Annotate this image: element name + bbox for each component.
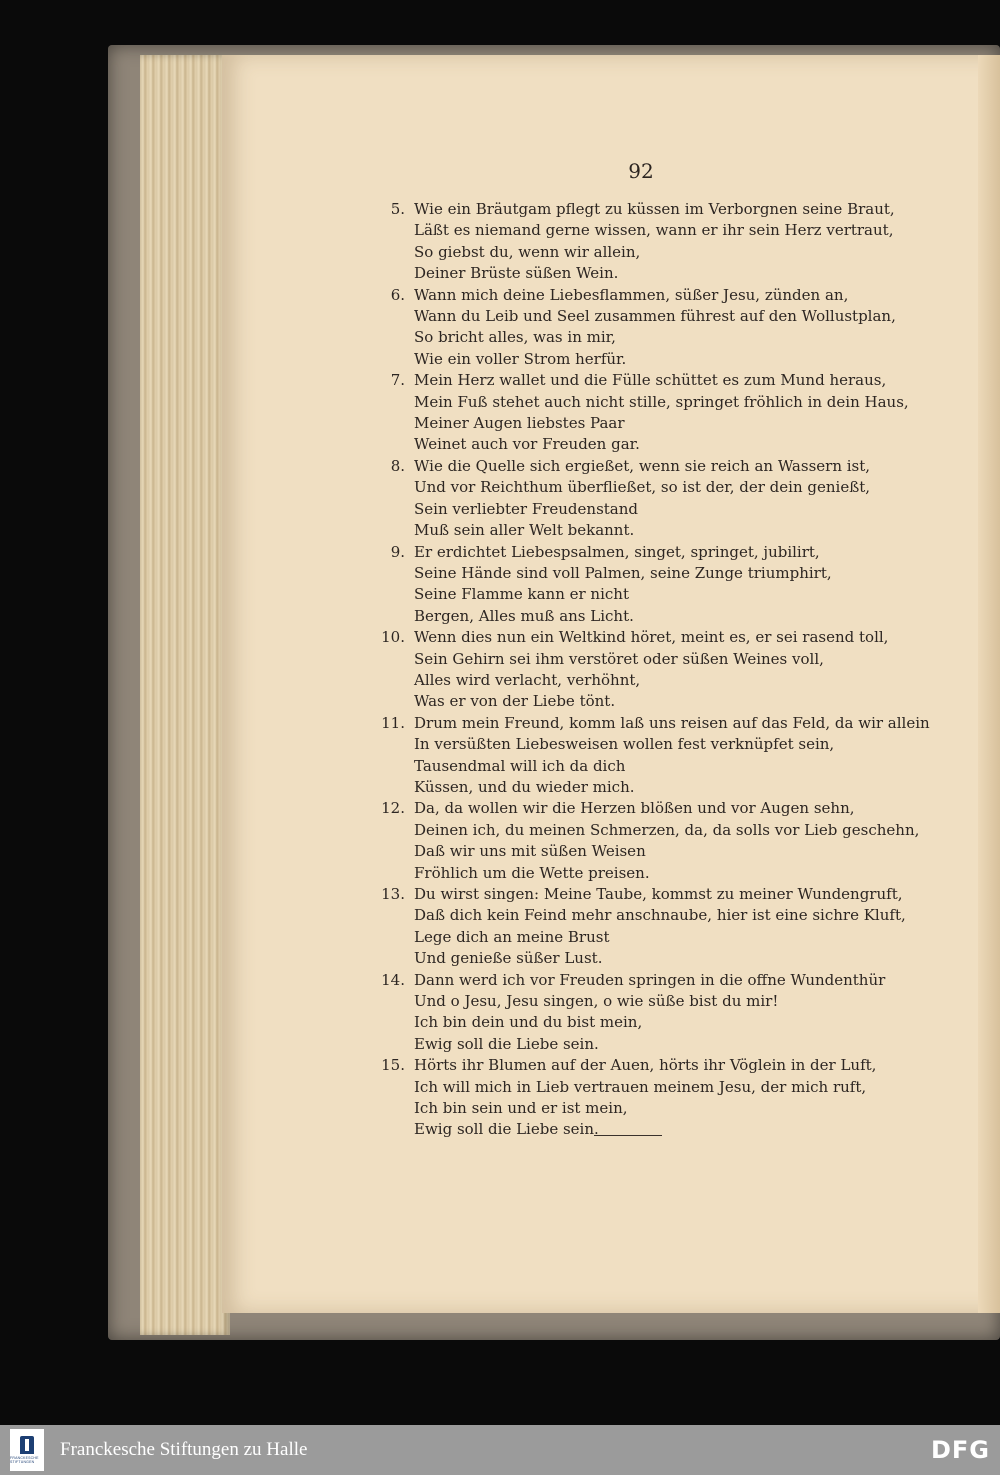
poem-line: Wie ein Bräutgam pflegt zu küssen im Verborgnen seine Braut, bbox=[414, 200, 895, 218]
stanza-number: 6. bbox=[390, 285, 405, 304]
stanza-number: 8. bbox=[390, 456, 405, 475]
poem-line: Ich bin dein und du bist mein, bbox=[414, 1013, 643, 1032]
poem-line: Mein Fuß stehet auch nicht stille, springet fröhlich in dein Haus, bbox=[414, 392, 909, 411]
poem-line: Lege dich an meine Brust bbox=[414, 927, 610, 946]
page-edge bbox=[978, 55, 1000, 1313]
poem-line: Drum mein Freund, komm laß uns reisen auf das Feld, da wir allein bbox=[414, 713, 930, 732]
poem-line: Wann du Leib und Seel zusammen führest auf den Wollustplan, bbox=[414, 307, 896, 326]
dfg-logo: DFG bbox=[930, 1436, 990, 1464]
poem-line: Und o Jesu, Jesu singen, o wie süße bist du mir! bbox=[414, 992, 779, 1011]
footer-bar bbox=[0, 1425, 1000, 1475]
poem-line: Mein Herz wallet und die Fülle schüttet es zum Mund heraus, bbox=[414, 371, 887, 390]
poem-line: Bergen, Alles muß ans Licht. bbox=[414, 606, 634, 625]
stanza bbox=[367, 798, 927, 884]
stanza-number: 14. bbox=[381, 970, 405, 989]
poem-line: Fröhlich um die Wette preisen. bbox=[414, 863, 650, 882]
stanza bbox=[367, 970, 927, 1056]
building-icon bbox=[20, 1436, 34, 1454]
poem-line: So giebst du, wenn wir allein, bbox=[414, 242, 641, 261]
poem-line: Weinet auch vor Freuden gar. bbox=[414, 435, 640, 454]
poem-line: Alles wird verlacht, verhöhnt, bbox=[414, 670, 641, 689]
poem-line: Deinen ich, du meinen Schmerzen, da, da solls vor Lieb geschehn, bbox=[414, 820, 920, 839]
poem-line: Küssen, und du wieder mich. bbox=[414, 777, 635, 796]
end-rule bbox=[594, 1135, 662, 1136]
poem-line: Wenn dies nun ein Weltkind höret, meint es, er sei rasend toll, bbox=[414, 628, 889, 647]
stanza-number: 11. bbox=[381, 713, 405, 732]
stanza bbox=[367, 1055, 927, 1141]
poem-line: Läßt es niemand gerne wissen, wann er ihr sein Herz vertraut, bbox=[414, 221, 894, 240]
poem-text bbox=[367, 199, 930, 1141]
logo-caption: FRANCKESCHE STIFTUNGEN bbox=[10, 1456, 39, 1464]
stanza-number: 12. bbox=[381, 799, 405, 818]
stanza bbox=[367, 884, 927, 970]
poem-line: Hörts ihr Blumen auf der Auen, hörts ihr Vöglein in der Luft, bbox=[414, 1056, 877, 1075]
poem-line: Er erdichtet Liebespsalmen, singet, springet, jubilirt, bbox=[414, 542, 820, 561]
poem-line: Ewig soll die Liebe sein. bbox=[414, 1034, 599, 1053]
poem-line: Daß dich kein Feind mehr anschnaube, hier ist eine sichre Kluft, bbox=[414, 906, 906, 925]
stanza bbox=[367, 713, 930, 799]
poem-line: Tausendmal will ich da dich bbox=[414, 756, 626, 775]
stanza bbox=[367, 456, 927, 542]
poem-line: Und vor Reichthum überfließet, so ist der, der dein genießt, bbox=[414, 478, 871, 497]
poem-line: Wann mich deine Liebesflammen, süßer Jesu, zünden an, bbox=[414, 285, 849, 304]
poem-line: In versüßten Liebesweisen wollen fest verknüpfet sein, bbox=[414, 735, 835, 754]
poem-line: Dann werd ich vor Freuden springen in die offne Wundenthür bbox=[414, 970, 886, 989]
poem-line: Wie ein voller Strom herfür. bbox=[414, 349, 627, 368]
stanza bbox=[367, 285, 927, 371]
poem-line: Was er von der Liebe tönt. bbox=[414, 692, 616, 711]
page-stack-edges bbox=[140, 55, 230, 1335]
stanza-number: 10. bbox=[381, 628, 405, 647]
stanza bbox=[367, 542, 927, 628]
poem-line: Ewig soll die Liebe sein. bbox=[414, 1120, 599, 1139]
poem-line: Da, da wollen wir die Herzen blößen und vor Augen sehn, bbox=[414, 799, 855, 818]
stanza-number: 15. bbox=[381, 1056, 405, 1075]
stanza bbox=[367, 199, 927, 285]
stanza-number: 5. bbox=[390, 200, 405, 218]
poem-line: Sein verliebter Freudenstand bbox=[414, 499, 639, 518]
poem-line: Muß sein aller Welt bekannt. bbox=[414, 521, 635, 540]
poem-line: Ich bin sein und er ist mein, bbox=[414, 1099, 628, 1118]
institution-logo[interactable] bbox=[10, 1429, 44, 1471]
book-page bbox=[222, 55, 1000, 1313]
stanza bbox=[367, 370, 927, 456]
poem-line: So bricht alles, was in mir, bbox=[414, 328, 616, 347]
page-number: 92 bbox=[628, 159, 654, 183]
poem-line: Du wirst singen: Meine Taube, kommst zu meiner Wundengruft, bbox=[414, 885, 903, 903]
stanza-number: 9. bbox=[390, 542, 405, 561]
poem-line: Daß wir uns mit süßen Weisen bbox=[414, 842, 646, 861]
stanza bbox=[367, 627, 927, 713]
poem-line: Meiner Augen liebstes Paar bbox=[414, 414, 625, 433]
institution-name: Franckesche Stiftungen zu Halle bbox=[60, 1439, 308, 1460]
poem-line: Wie die Quelle sich ergießet, wenn sie reich an Wassern ist, bbox=[414, 456, 871, 475]
poem-line: Sein Gehirn sei ihm verstöret oder süßen Weines voll, bbox=[414, 649, 824, 668]
stanza-number: 13. bbox=[381, 885, 405, 903]
stanza-number: 7. bbox=[390, 371, 405, 390]
poem-line: Seine Flamme kann er nicht bbox=[414, 585, 629, 604]
poem-line: Seine Hände sind voll Palmen, seine Zunge triumphirt, bbox=[414, 563, 832, 582]
poem-line: Deiner Brüste süßen Wein. bbox=[414, 264, 619, 283]
poem-line: Und genieße süßer Lust. bbox=[414, 949, 603, 968]
poem-line: Ich will mich in Lieb vertrauen meinem Jesu, der mich ruft, bbox=[414, 1077, 867, 1096]
